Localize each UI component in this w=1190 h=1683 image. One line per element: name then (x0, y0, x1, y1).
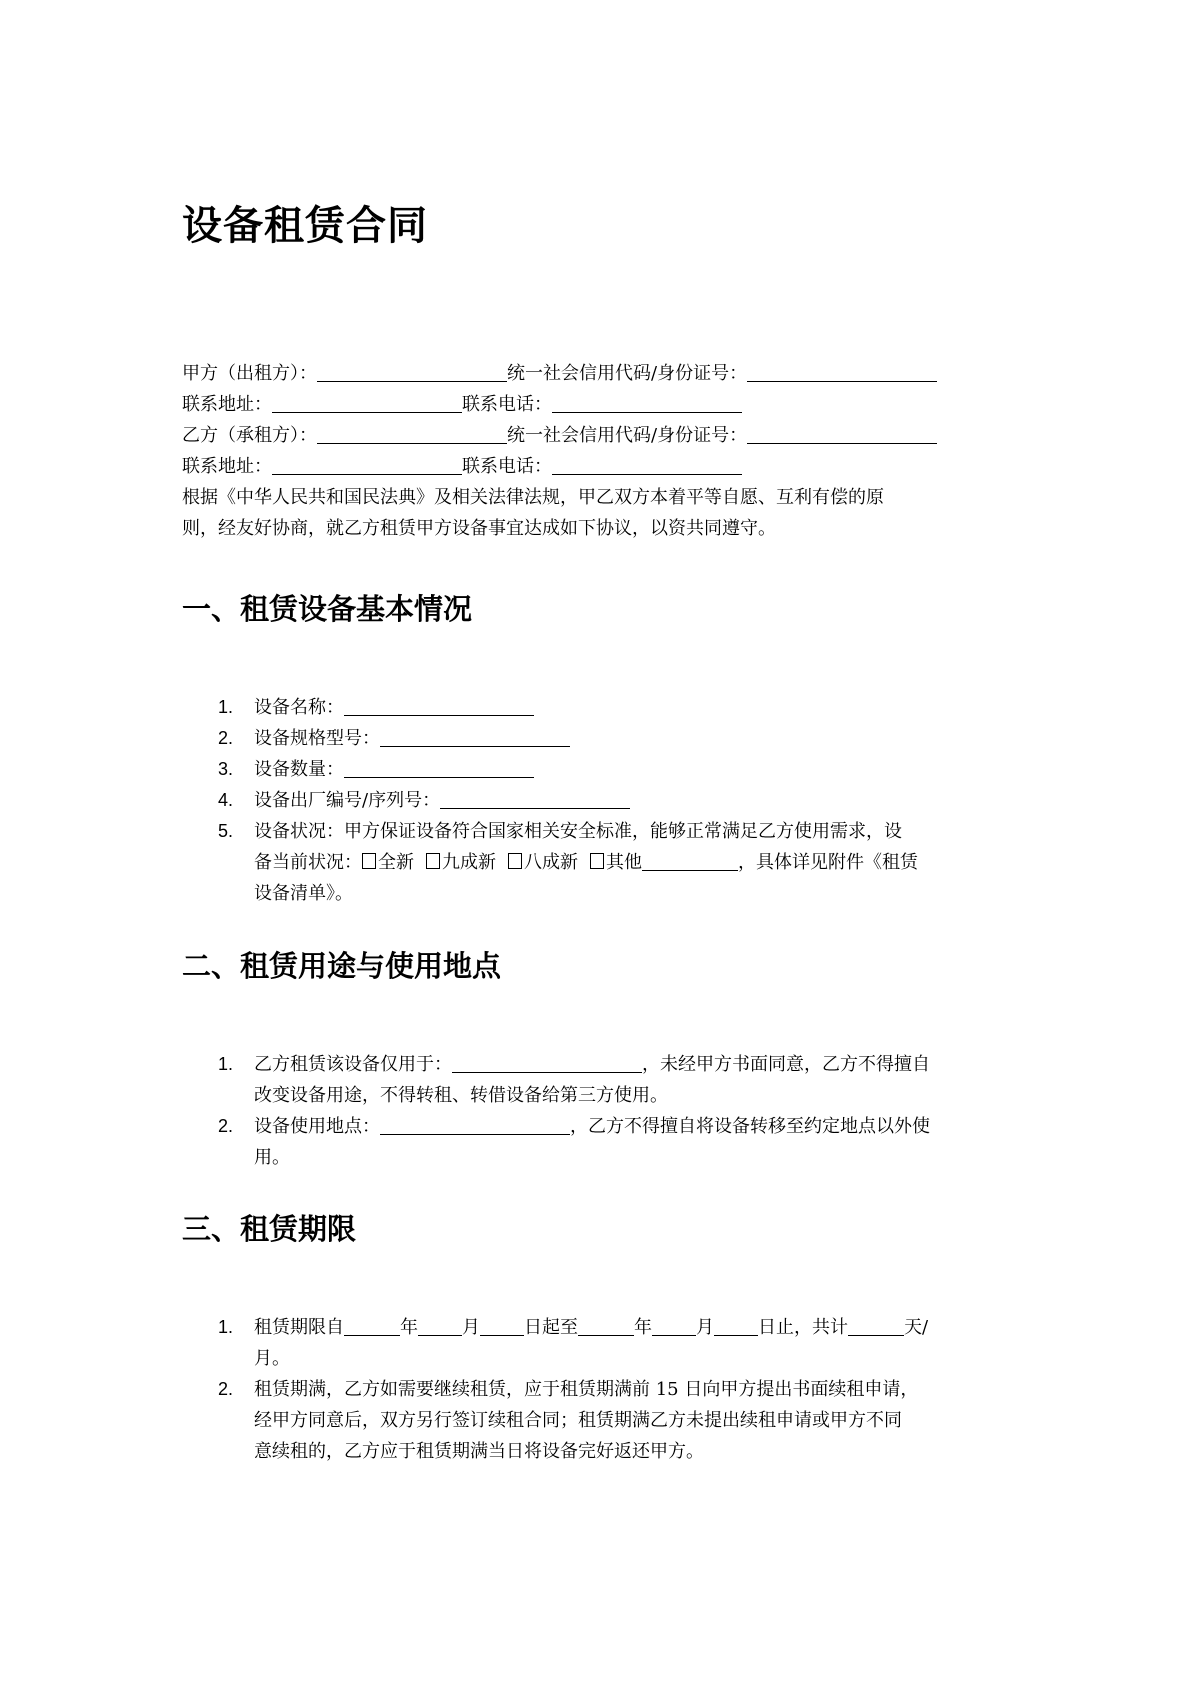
equipment-name-label: 设备名称： (254, 697, 344, 718)
end-month-blank[interactable] (652, 1317, 696, 1336)
section-3-title: 三、租赁期限 (182, 1212, 357, 1246)
lessee-line (182, 420, 1012, 451)
item-number: 1. (218, 697, 234, 717)
list-item (218, 1049, 1012, 1111)
equipment-condition-text: 设备状况：甲方保证设备符合国家相关安全标准，能够正常满足乙方使用需求，设 (254, 821, 902, 842)
location-suffix: ，乙方不得擅自将设备转移至约定地点以外使 (570, 1116, 930, 1137)
renewal-text: 租赁期满，乙方如需要继续租赁，应于租赁期满前 15 日向甲方提出书面续租申请， 经甲方同意后，双方另行签订续租合同；租赁期满乙方未提出续租申请或甲方不同 意续租的，乙方应于租赁期满当日将设备完好返还甲方。 (254, 1379, 919, 1462)
lessor-address-label: 联系地址： (182, 394, 272, 415)
year-label: 年 (400, 1317, 418, 1338)
item-number: 4. (218, 790, 234, 810)
month-label: 月 (696, 1317, 714, 1338)
equipment-quantity-blank[interactable] (344, 759, 534, 778)
start-day-blank[interactable] (480, 1317, 524, 1336)
start-year-blank[interactable] (344, 1317, 400, 1336)
lessor-phone-blank[interactable] (552, 394, 742, 413)
location-label: 设备使用地点： (254, 1116, 380, 1137)
start-month-blank[interactable] (418, 1317, 462, 1336)
checkbox-90-percent[interactable] (426, 853, 440, 869)
condition-line3: 设备清单》。 (254, 883, 353, 904)
lessor-address-blank[interactable] (272, 394, 462, 413)
checkbox-new[interactable] (362, 853, 376, 869)
term-prefix: 租赁期限自 (254, 1317, 344, 1338)
section-2-list (218, 1049, 1012, 1173)
lessor-line (182, 358, 1012, 389)
section-2-title: 二、租赁用途与使用地点 (182, 949, 502, 983)
preamble-paragraph: 根据《中华人民共和国民法典》及相关法律法规，甲乙双方本着平等自愿、互利有偿的原 则，经友好协商，就乙方租赁甲方设备事宜达成如下协议，以资共同遵守。 (182, 487, 884, 539)
equipment-quantity-label: 设备数量： (254, 759, 344, 780)
equipment-name-blank[interactable] (344, 697, 534, 716)
equipment-serial-blank[interactable] (440, 790, 630, 809)
section-3-list (218, 1312, 1012, 1467)
checkbox-other[interactable] (590, 853, 604, 869)
lessee-name-blank[interactable] (317, 425, 507, 444)
item-number: 2. (218, 1379, 234, 1399)
condition-suffix: ，具体详见附件《租赁 (738, 852, 918, 873)
list-item (218, 1111, 1012, 1173)
lessor-name-blank[interactable] (317, 363, 507, 382)
list-item (218, 816, 1012, 909)
purpose-suffix: ，未经甲方书面同意，乙方不得擅自 (642, 1054, 930, 1075)
lessee-label: 乙方（承租方）： (182, 425, 317, 446)
equipment-model-blank[interactable] (380, 728, 570, 747)
location-blank[interactable] (380, 1116, 570, 1135)
lessee-address-blank[interactable] (272, 456, 462, 475)
condition-prefix: 备当前状况： (254, 852, 362, 873)
year-label: 年 (634, 1317, 652, 1338)
option-new-label: 全新 (378, 852, 414, 873)
item-number: 2. (218, 1116, 234, 1136)
lessor-credit-code-blank[interactable] (747, 363, 937, 382)
item-number: 3. (218, 759, 234, 779)
list-item (218, 723, 1012, 754)
lessor-phone-label: 联系电话： (462, 394, 552, 415)
section-1-list (218, 692, 1012, 909)
lessee-phone-blank[interactable] (552, 456, 742, 475)
list-item (218, 754, 1012, 785)
lessee-credit-code-label: 统一社会信用代码/身份证号： (507, 425, 748, 446)
checkbox-80-percent[interactable] (508, 853, 522, 869)
day-from-label: 日起至 (524, 1317, 578, 1338)
option-90-label: 九成新 (442, 852, 496, 873)
lessor-label: 甲方（出租方）： (182, 363, 317, 384)
list-item (218, 692, 1012, 723)
lessee-contact-line (182, 451, 1012, 482)
item-number: 1. (218, 1317, 234, 1337)
item-number: 5. (218, 821, 234, 841)
item-number: 2. (218, 728, 234, 748)
day-to-label: 日止，共计 (758, 1317, 848, 1338)
document-content (182, 198, 1012, 1467)
term-line2: 月。 (254, 1348, 290, 1369)
other-condition-blank[interactable] (642, 852, 738, 871)
equipment-model-label: 设备规格型号： (254, 728, 380, 749)
document-title: 设备租赁合同 (182, 203, 428, 249)
end-year-blank[interactable] (578, 1317, 634, 1336)
list-item (218, 785, 1012, 816)
option-other-label: 其他 (606, 852, 642, 873)
item-number: 1. (218, 1054, 234, 1074)
parties-block (182, 358, 1012, 544)
list-item (218, 1374, 1012, 1467)
duration-unit: 天/ (904, 1317, 929, 1338)
purpose-blank[interactable] (452, 1054, 642, 1073)
lessee-credit-code-blank[interactable] (747, 425, 937, 444)
month-label: 月 (462, 1317, 480, 1338)
end-day-blank[interactable] (714, 1317, 758, 1336)
location-line2: 用。 (254, 1147, 290, 1168)
list-item (218, 1312, 1012, 1374)
lessee-address-label: 联系地址： (182, 456, 272, 477)
option-80-label: 八成新 (524, 852, 578, 873)
total-duration-blank[interactable] (848, 1317, 904, 1336)
equipment-serial-label: 设备出厂编号/序列号： (254, 790, 441, 811)
section-1-title: 一、租赁设备基本情况 (182, 592, 473, 626)
lessee-phone-label: 联系电话： (462, 456, 552, 477)
purpose-line2: 改变设备用途，不得转租、转借设备给第三方使用。 (254, 1085, 668, 1106)
lessor-contact-line (182, 389, 1012, 420)
purpose-label: 乙方租赁该设备仅用于： (254, 1054, 452, 1075)
lessor-credit-code-label: 统一社会信用代码/身份证号： (507, 363, 748, 384)
